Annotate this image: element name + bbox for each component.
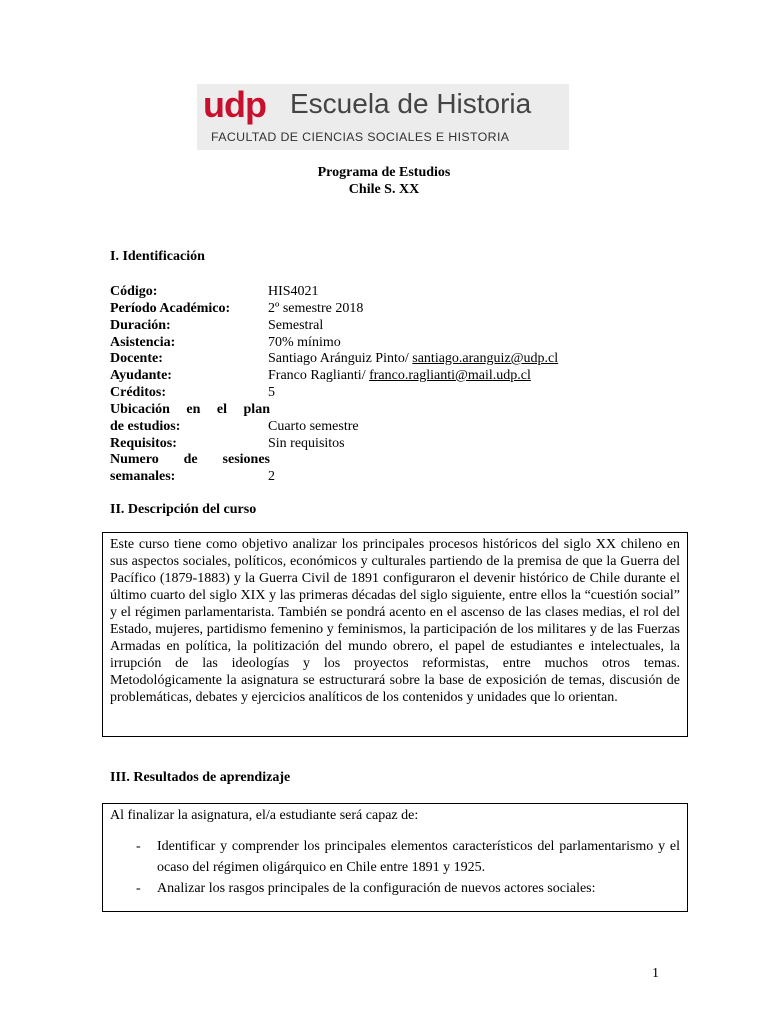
label-creditos: Créditos: [110,385,166,400]
value-docente [268,350,558,367]
label-ubicacion-line2: de estudios: [110,419,181,434]
bullet-dash: - [136,881,141,896]
document-title: Programa de Estudios [317,165,451,180]
ayudante-email-link[interactable]: franco.raglianti@mail.udp.cl [369,368,531,383]
results-box [102,803,688,912]
section-identification-heading: I. Identificación [110,249,205,264]
label-docente: Docente: [110,351,163,366]
value-asistencia: 70% mínimo [268,335,341,350]
label-sesiones-line2: semanales: [110,469,176,484]
results-item [110,836,680,878]
value-ayudante [268,367,531,384]
label-requisitos: Requisitos: [110,436,177,451]
description-text: Este curso tiene como objetivo analizar los principales procesos históricos del siglo XX chileno en sus aspectos sociales, políticos, económicos y culturales partiendo de la premisa de que la Guerra del Pacífico (1879-1883) y la Guerra Civil de 1891 configuraron el devenir histórico de Chile durante el último cuarto del siglo XIX y las primeras décadas del siglo siguiente, entre ellos la “cuestión social” y el régimen parlamentarista. También se pondrá acento en el ascenso de las clases medias, el rol del Estado, mujeres, partidismo femenino y feminismos, la participación de los militares y de las Fuerzas Armadas en política, la politización del mundo obrero, el papel de estudiantes e intelectuales, la irrupción de las ideologías y los proyectos reformistas, entre muchos otros temas. Metodológicamente la asignatura se estructurará sobre la base de exposición de temas, discusión de problemáticas, debates y ejercicios analíticos de los contenidos y unidades que lo orientan. [110,537,680,705]
ayudante-name: Franco Raglianti/ [268,368,370,383]
value-duracion: Semestral [268,318,324,333]
label-duracion: Duración: [110,318,171,333]
value-sesiones: 2 [268,469,275,484]
results-item-text: Analizar los rasgos principales de la configuración de nuevos actores sociales: [157,881,596,896]
page-number: 1 [652,966,659,981]
logo-faculty: FACULTAD DE CIENCIAS SOCIALES E HISTORIA [211,130,510,144]
results-intro: Al finalizar la asignatura, el/a estudiante será capaz de: [110,808,419,823]
label-ubicacion-line1: Ubicación en el plan [110,402,270,417]
logo-school: Escuela de Historia [290,88,532,119]
docente-email-link[interactable]: santiago.aranguiz@udp.cl [412,351,559,366]
section-results-heading: III. Resultados de aprendizaje [110,770,291,785]
logo-brand: udp [203,84,266,125]
label-sesiones-line1: Numero de sesiones [110,452,270,467]
course-title: Chile S. XX [348,182,420,197]
value-periodo: 2º semestre 2018 [268,301,364,316]
value-codigo: HIS4021 [268,284,319,299]
label-periodo: Período Académico: [110,301,231,316]
value-requisitos: Sin requisitos [268,436,345,451]
docente-name: Santiago Aránguiz Pinto/ [268,351,413,366]
udp-logo [197,84,569,150]
value-ubicacion: Cuarto semestre [268,419,359,434]
value-creditos: 5 [268,385,275,400]
description-box [102,532,688,737]
bullet-dash: - [136,839,141,854]
label-codigo: Código: [110,284,158,299]
section-description-heading: II. Descripción del curso [110,502,257,517]
label-asistencia: Asistencia: [110,335,176,350]
results-item [110,878,680,899]
label-ayudante: Ayudante: [110,368,172,383]
results-item-text: Identificar y comprender los principales elementos característicos del parlamentarismo y el ocaso del régimen oligárquico en Chile entre 1891 y 1925. [157,839,680,875]
